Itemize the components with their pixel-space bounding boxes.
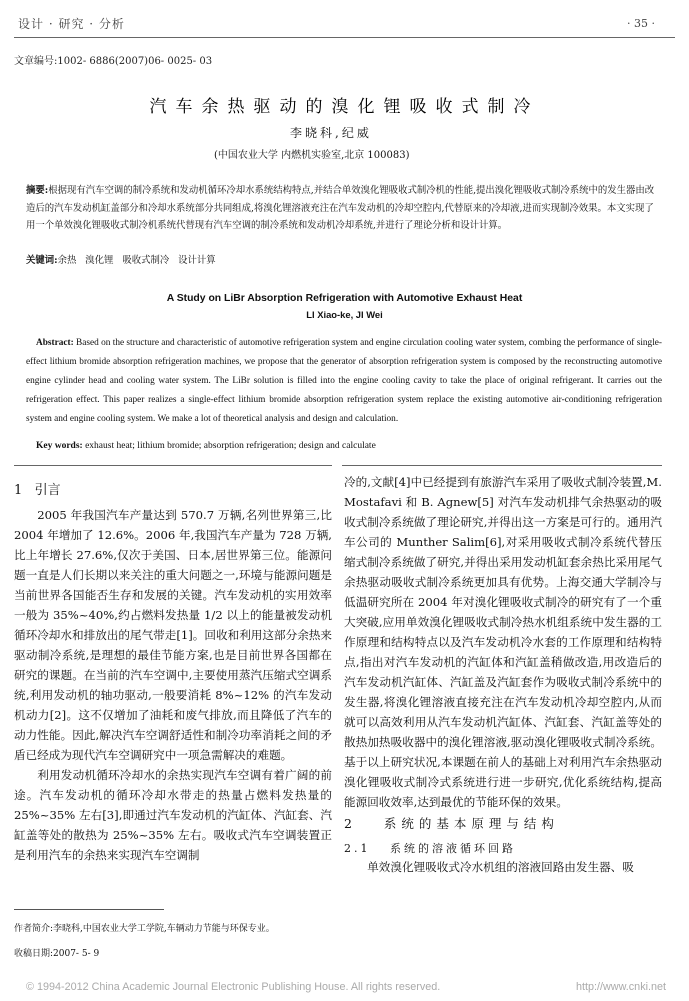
abstract-cn-text: 根据现有汽车空调的制冷系统和发动机循环冷却水系统结构特点,并结合单效溴化锂吸收式制冷机的性能,提出溴化锂吸收式制冷系统中的发生器由改造后的汽车发动机缸盖部分和冷却水系统部分共同组成,将溴化锂溶液充注在汽车发动机的冷却空腔内,代替原来的冷却液,进而实现制冷效果。本文实现了用一个单效溴化锂吸收式制冷机系统代替现有汽车空调的制冷系统和发动机冷却系统,并进行了理论分析和设计计算。 [26,185,655,231]
abstract-cn-label: 摘要: [26,185,49,196]
section-2-heading: 2 系统的基本原理与结构 [344,816,559,831]
keywords-cn-label: 关键词: [26,255,58,266]
section-2-1-text: 单效溴化锂吸收式冷水机组的溶液回路由发生器、吸 [367,860,634,874]
section-2-1-heading: 2.1 系统的溶液循环回路 [344,842,516,855]
footnote-received-date: 收稿日期:2007- 5- 9 [14,949,100,959]
page-number: · 35 · [627,17,655,30]
right-column [344,472,662,812]
header-rule [14,37,675,38]
paragraph: 利用发动机循环冷却水的余热实现汽车空调有着广阔的前途。汽车发动机的循环冷却水带走的热量占燃料发热量的 25%~35% 左右[3],即通过汽车发动机的汽缸体、汽缸套、汽缸盖等处的散热为 25%~35% 左右。吸收式汽车空调装置正是利用汽车的余热来实现汽车空调制 [14,768,332,862]
keywords-en-label: Key words: [36,441,83,451]
paper-title: 汽车余热驱动的溴化锂吸收式制冷 [149,97,540,117]
abstract-en [26,334,662,429]
english-title: A Study on LiBr Absorption Refrigeration with Automotive Exhaust Heat [166,293,523,304]
column-rule-left [14,465,332,466]
cnki-footer [26,981,666,993]
english-authors: LI Xiao-ke, JI Wei [306,309,383,320]
column-rule-right [342,465,662,466]
paragraph: 冷的,文献[4]中已经提到有旅游汽车采用了吸收式制冷装置,M. Mostafavi 和 B. Agnew[5] 对汽车发动机排气余热驱动的吸收式制冷系统做了理论研究,并得出这一方案是可行的。通用汽车公司的 Munther Salim[6],对采用吸收式制冷系统代替压缩式制冷系统做了研究,并得出采用发动机缸套余热比采用尾气余热驱动吸收式制冷系统更加具有优势。上海交通大学制冷与低温研究所在 2004 年对溴化锂吸收式制冷的研究有了一个重大突破,应用单效溴化锂吸收式制冷热水机组系统中发生器的工作原理和结构特点以及汽车发动机冷水套的工作原理和结构特点,指出对汽车发动机的汽缸体和汽缸盖稍做改造,用改造后的汽车发动机汽缸体、汽缸盖及汽缸套作为吸收式制冷系统中的发生器,将溴化锂溶液直接充注在汽车发动机冷却空腔内,从而就可以高效利用从汽车发动机汽缸体、汽缸套、汽缸盖等处的散热加热吸收器中的溴化锂溶液,驱动溴化锂吸收式制冷系统。基于以上研究状况,本课题在前人的基础上对利用汽车余热驱动溴化锂吸收式制冷式系统进行进一步研究,优化系统结构,提高能源回收效率,达到最优的节能环保的效果。 [344,475,662,809]
abstract-en-text: Based on the structure and characteristic of automotive refrigeration system and engine circulation cooling water system, combing the performance of single-effect lithium bromide absorption refrigeration machines, we propose that the generator of absorption refrigeration system is composed by the reconstructing automotive engine cylinder head and cooling water system. The LiBr solution is filled into the engine cooling cavity to take the place of original refrigerant. It carries out the refrigeration effect. This paper realizes a single-effect lithium bromide absorption refrigeration system replace the existing automotive air-conditioning refrigeration system and engine cooling system. We make a lot of theoretical analysis and design and calculation. [26,338,662,424]
keywords-cn-text: 余热 溴化锂 吸收式制冷 设计计算 [57,255,216,266]
keywords-cn [26,252,658,266]
abstract-cn [26,182,658,235]
left-column [14,505,332,865]
paper-authors: 李晓科,纪威 [290,126,372,140]
keywords-en [26,441,662,451]
section-1-heading: 1 引言 [14,483,61,498]
copyright-notice: © 1994-2012 China Academic Journal Electronic Publishing House. All rights reserved. [26,981,441,993]
running-header-section: 设计 · 研究 · 分析 [18,17,125,31]
abstract-en-label: Abstract: [36,338,74,348]
keywords-en-text: exhaust heat; lithium bromide; absorption refrigeration; design and calculate [85,441,376,451]
paragraph: 2005 年我国汽车产量达到 570.7 万辆,名列世界第三,比 2004 年增加了 12.6%。2006 年,我国汽车产量为 728 万辆,比上年增长 27.6%,仅次于美国、日本,居世界第三位。能源问题一直是人们长期以来关注的重大问题之一,环境与能源问题是当前世界各国能否生存和发展的关键。汽车发动机的实用效率一般为 35%~40%,约占燃料发热量 1/2 以上的能量被发动机循环冷却水和排放出的尾气带走[1]。回收和利用这部分余热来驱动制冷系统,是理想的最佳节能方案,也是目前世界各国都在研究的课题。在当前的汽车空调中,主要使用蒸汽压缩式空调系统,利用发动机的轴功驱动,一般要消耗 8%~12% 的汽车发动机动力[2]。这不仅增加了油耗和废气排放,而且降低了汽车的动力性能。因此,解决汽车空调舒适性和制冷功率消耗之间的矛盾已经成为现代汽车空调研究中一项急需解决的难题。 [14,508,332,762]
footnote-rule [14,909,164,910]
footnote-author-info: 作者简介:李晓科,中国农业大学工学院,车辆动力节能与环保专业。 [14,924,275,934]
article-number: 文章编号:1002- 6886(2007)06- 0025- 03 [14,56,213,67]
affiliation: (中国农业大学 内燃机实验室,北京 100083) [214,150,410,161]
cnki-url: http://www.cnki.net [575,981,666,993]
